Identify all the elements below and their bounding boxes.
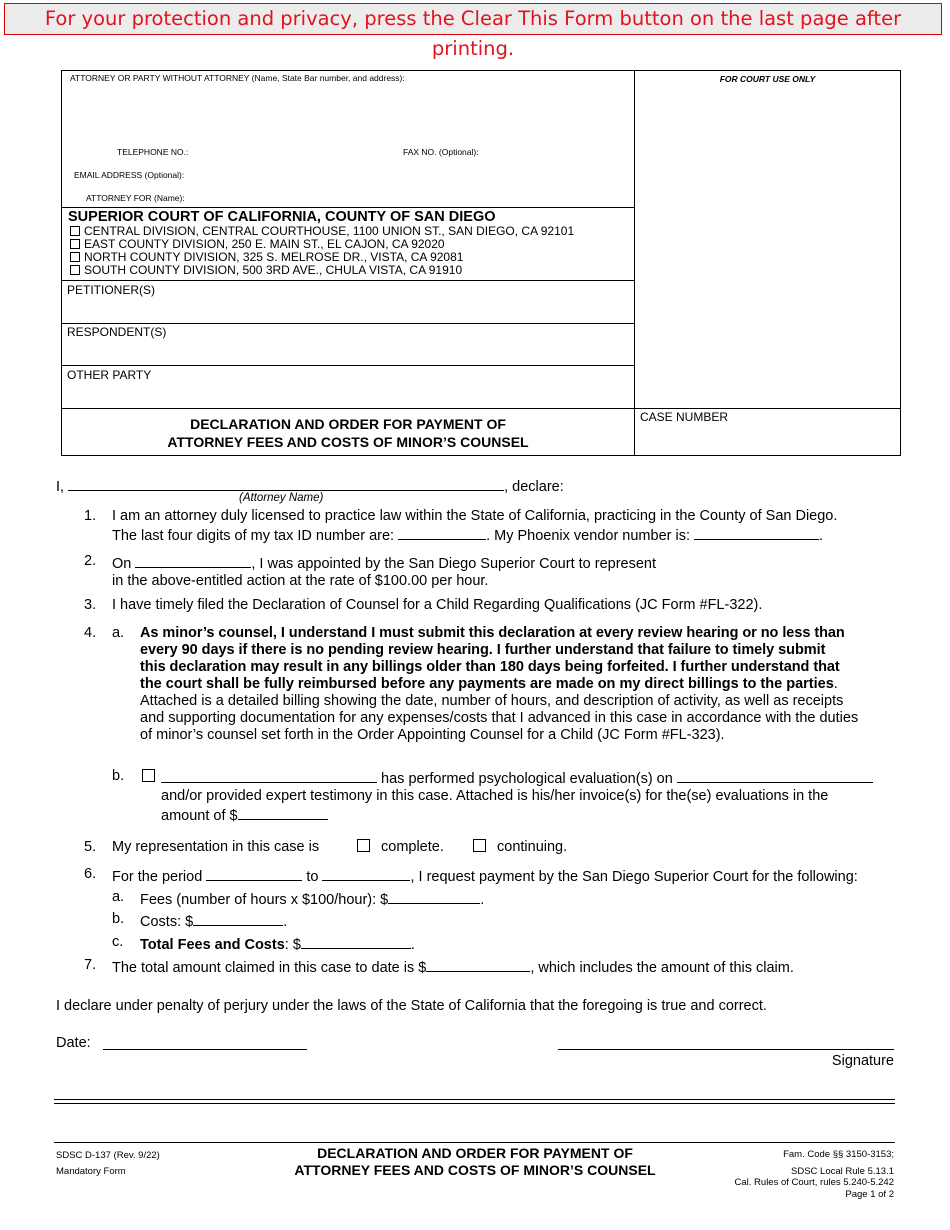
item-letter: b. <box>112 911 125 927</box>
appointment-date-field[interactable] <box>135 553 251 568</box>
email-label: EMAIL ADDRESS (Optional): <box>74 170 185 180</box>
footer-rule <box>54 1142 895 1143</box>
divider <box>54 1099 895 1100</box>
division-option-north[interactable]: NORTH COUNTY DIVISION, 325 S. MELROSE DR., VISTA, CA 92081 <box>70 251 574 264</box>
complete-checkbox[interactable] <box>357 839 370 852</box>
evaluation-amount-field[interactable] <box>238 805 328 820</box>
item-number: 4. <box>84 625 97 641</box>
paragraph-3: I have timely filed the Declaration of Counsel for a Child Regarding Qualifications (JC Form #FL-322). <box>112 597 763 613</box>
paragraph-7: The total amount claimed in this case to date is $ , which includes the amount of this claim. <box>112 957 794 977</box>
footer-citations: Fam. Code §§ 3150-3153; SDSC Local Rule 5.13.1 Cal. Rules of Court, rules 5.240-5.242 Page 1 of 2 <box>700 1149 894 1200</box>
paragraph-6c: Total Fees and Costs: $ . <box>140 934 415 954</box>
evaluation-checkbox[interactable] <box>142 769 155 782</box>
telephone-field[interactable] <box>200 144 390 158</box>
privacy-banner: For your protection and privacy, press the Clear This Form button on the last page after printing. <box>4 3 942 35</box>
date-field[interactable] <box>103 1034 307 1050</box>
attorney-for-label: ATTORNEY FOR (Name): <box>86 193 185 203</box>
other-party-label: OTHER PARTY <box>67 368 152 382</box>
checkbox[interactable] <box>70 226 80 236</box>
attorney-name-field[interactable] <box>68 476 504 491</box>
period-end-field[interactable] <box>322 866 410 881</box>
page-number: Page 1 of 2 <box>845 1188 894 1200</box>
date-label: Date: <box>56 1035 91 1051</box>
item-number: 6. <box>84 866 97 882</box>
continuing-checkbox[interactable] <box>473 839 486 852</box>
perjury-statement: I declare under penalty of perjury under the laws of the State of California that the foregoing is true and correct. <box>56 998 767 1014</box>
attorney-label: ATTORNEY OR PARTY WITHOUT ATTORNEY (Name, State Bar number, and address): <box>70 73 405 83</box>
court-name: SUPERIOR COURT OF CALIFORNIA, COUNTY OF SAN DIEGO <box>68 209 496 225</box>
case-number-label: CASE NUMBER <box>640 410 729 424</box>
division-list <box>70 225 574 277</box>
petitioner-field[interactable] <box>64 298 629 320</box>
form-title: DECLARATION AND ORDER FOR PAYMENT OF ATTORNEY FEES AND COSTS OF MINOR’S COUNSEL <box>167 416 529 450</box>
signature-label: Signature <box>831 1053 894 1069</box>
period-start-field[interactable] <box>206 866 302 881</box>
attorney-info-field[interactable] <box>66 86 628 144</box>
paragraph-6b: Costs: $ . <box>140 911 287 931</box>
checkbox[interactable] <box>70 265 80 275</box>
division-option-south[interactable]: SOUTH COUNTY DIVISION, 500 3RD AVE., CHULA VISTA, CA 91910 <box>70 264 574 277</box>
checkbox[interactable] <box>70 239 80 249</box>
item-number: 2. <box>84 553 97 569</box>
item-number: 5. <box>84 839 97 855</box>
petitioner-label: PETITIONER(S) <box>67 283 156 297</box>
fees-amount-field[interactable] <box>388 889 480 904</box>
item-letter: c. <box>112 934 124 950</box>
paragraph-4b: has performed psychological evaluation(s) on and/or provided expert testimony in this case. Attached is his/her invoice(s) for the(se) evaluations in the amount of $ <box>161 768 873 825</box>
division-option-central[interactable]: CENTRAL DIVISION, CENTRAL COURTHOUSE, 1100 UNION ST., SAN DIEGO, CA 92101 <box>70 225 574 238</box>
continuing-label: continuing. <box>497 839 568 855</box>
case-number-field[interactable] <box>640 426 895 450</box>
item-letter: b. <box>112 768 125 784</box>
division-option-east[interactable]: EAST COUNTY DIVISION, 250 E. MAIN ST., EL CAJON, CA 92020 <box>70 238 574 251</box>
attorney-for-field[interactable] <box>200 190 630 204</box>
evaluation-subject-field[interactable] <box>677 768 873 783</box>
other-party-field[interactable] <box>64 383 629 405</box>
footer-title: DECLARATION AND ORDER FOR PAYMENT OF ATTORNEY FEES AND COSTS OF MINOR’S COUNSEL <box>294 1145 656 1178</box>
tax-id-field[interactable] <box>398 525 486 540</box>
item-letter: a. <box>112 889 125 905</box>
item-letter: a. <box>112 625 125 641</box>
item-number: 3. <box>84 597 97 613</box>
checkbox[interactable] <box>70 252 80 262</box>
item-number: 7. <box>84 957 97 973</box>
court-use-area <box>640 88 895 404</box>
mandatory-form-label: Mandatory Form <box>56 1166 126 1177</box>
paragraph-2: On , I was appointed by the San Diego Superior Court to represent in the above-entitled action at the rate of $100.00 per hour. <box>112 553 656 590</box>
attorney-name-label: (Attorney Name) <box>239 492 324 504</box>
respondent-field[interactable] <box>64 340 629 362</box>
fax-field[interactable] <box>490 144 630 158</box>
respondent-label: RESPONDENT(S) <box>67 325 167 339</box>
signature-field[interactable] <box>558 1032 894 1050</box>
vendor-number-field[interactable] <box>694 525 819 540</box>
email-field[interactable] <box>200 167 630 181</box>
telephone-label: TELEPHONE NO.: <box>117 147 189 157</box>
evaluator-name-field[interactable] <box>161 768 377 783</box>
paragraph-6: For the period to , I request payment by the San Diego Superior Court for the following: <box>112 866 858 886</box>
paragraph-4a: As minor’s counsel, I understand I must submit this declaration at every review hearing or no less than every 90 days if there is no pending review hearing. I further understand that failure to timely submit this declaration may result in any billings older than 180 days being forfeited. I further understand that the court shall be fully reimbursed before any payments are made on my direct billings to the parties. Attached is a detailed billing showing the date, number of hours, and description of activity, as well as receipts and supporting documentation for any expenses/costs that I advanced in this case in accordance with the duties of minor’s counsel set forth in the Order Appointing Counsel for a Child (JC Form #FL-323). <box>140 625 859 743</box>
caption-divider <box>634 70 635 456</box>
costs-amount-field[interactable] <box>193 911 283 926</box>
paragraph-5: My representation in this case is <box>112 839 320 855</box>
divider <box>54 1103 895 1104</box>
item-number: 1. <box>84 508 97 524</box>
form-id: SDSC D-137 (Rev. 9/22) <box>56 1150 160 1161</box>
total-amount-field[interactable] <box>301 934 411 949</box>
complete-label: complete. <box>381 839 444 855</box>
paragraph-1: I am an attorney duly licensed to practice law within the State of California, practicing in the County of San Diego. The last four digits of my tax ID number are: . My Phoenix vendor number is: . <box>112 508 838 544</box>
court-use-label: FOR COURT USE ONLY <box>719 74 816 84</box>
total-claimed-field[interactable] <box>426 957 530 972</box>
declarant-line: I, , declare: <box>56 476 564 496</box>
paragraph-6a: Fees (number of hours x $100/hour): $ . <box>140 889 484 909</box>
fax-label: FAX NO. (Optional): <box>403 147 479 157</box>
